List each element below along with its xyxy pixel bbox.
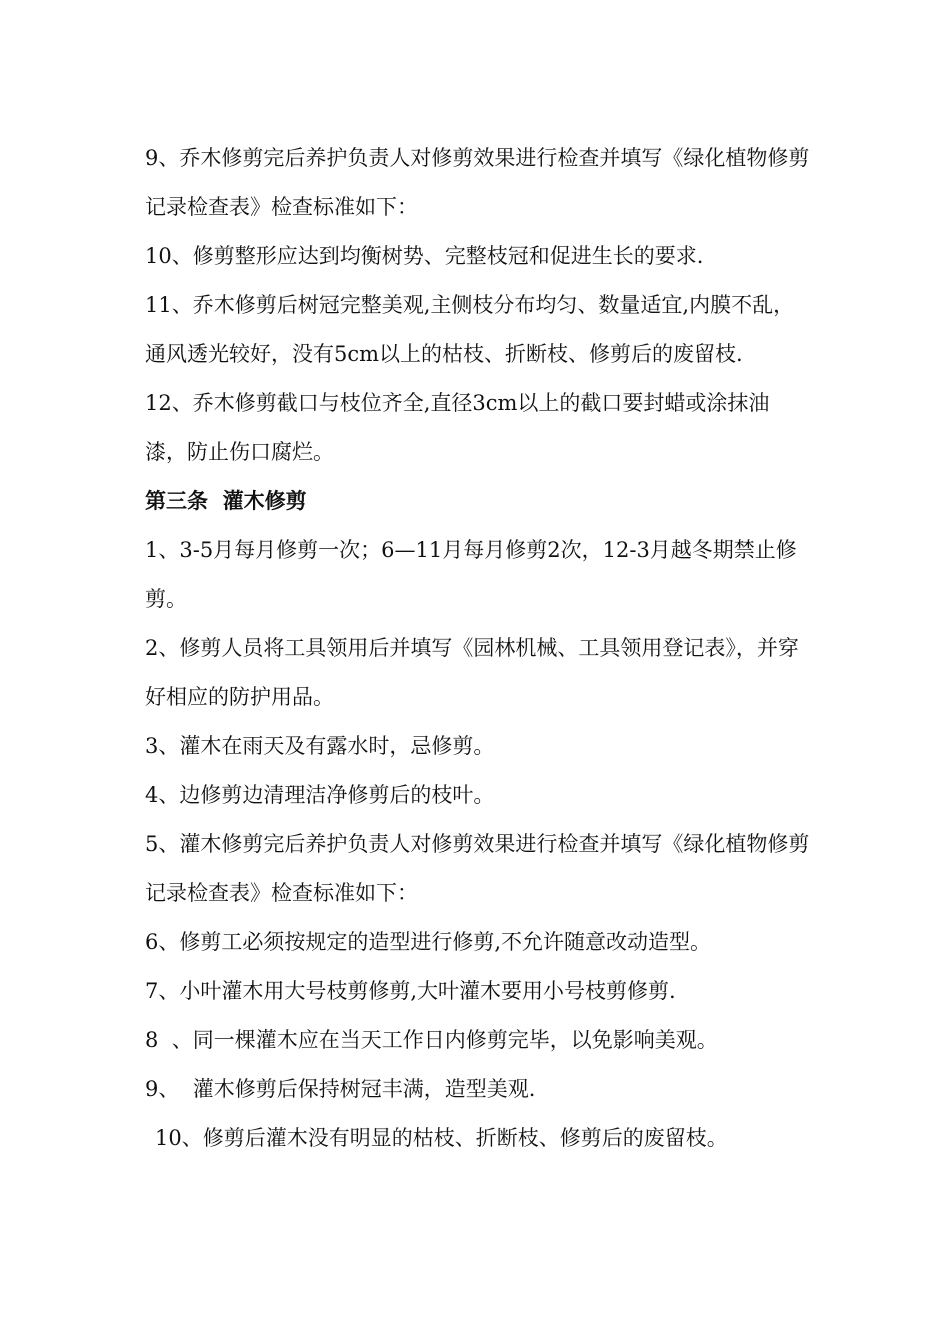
paragraph-item-10: 10、修剪整形应达到均衡树势、完整枝冠和促进生长的要求. (145, 244, 704, 268)
shrub-item-10: 10、修剪后灌木没有明显的枯枝、折断枝、修剪后的废留枝。 (155, 1126, 728, 1150)
shrub-item-1: 1、3-5月每月修剪一次；6—11月每月修剪2次，12-3月越冬期禁止修剪。 (145, 538, 797, 611)
paragraph-item-11: 11、乔木修剪后树冠完整美观,主侧枝分布均匀、数量适宜,内膜不乱，通风透光较好，没有5cm以上的枯枝、折断枝、修剪后的废留枝. (145, 293, 795, 366)
document-body (145, 134, 810, 1163)
shrub-item-5: 5、灌木修剪完后养护负责人对修剪效果进行检查并填写《绿化植物修剪记录检查表》检查标准如下： (145, 832, 810, 905)
shrub-item-4: 4、边修剪边清理洁净修剪后的枝叶。 (145, 783, 495, 807)
shrub-item-2: 2、修剪人员将工具领用后并填写《园林机械、工具领用登记表》，并穿好相应的防护用品。 (145, 636, 799, 709)
paragraph-item-9: 9、乔木修剪完后养护负责人对修剪效果进行检查并填写《绿化植物修剪记录检查表》检查标准如下： (145, 146, 810, 219)
shrub-item-3: 3、灌木在雨天及有露水时，忌修剪。 (145, 734, 495, 758)
shrub-item-9: 9、 灌木修剪后保持树冠丰满，造型美观. (145, 1077, 536, 1101)
shrub-item-6: 6、修剪工必须按规定的造型进行修剪,不允许随意改动造型。 (145, 930, 712, 954)
paragraph-item-12: 12、乔木修剪截口与枝位齐全,直径3cm以上的截口要封蜡或涂抹油漆，防止伤口腐烂。 (145, 391, 770, 464)
shrub-item-8: 8 、同一棵灌木应在当天工作日内修剪完毕，以免影响美观。 (145, 1028, 718, 1052)
section-heading-shrub-pruning: 第三条 灌木修剪 (145, 489, 307, 513)
shrub-item-7: 7、小叶灌木用大号枝剪修剪,大叶灌木要用小号枝剪修剪. (145, 979, 676, 1003)
